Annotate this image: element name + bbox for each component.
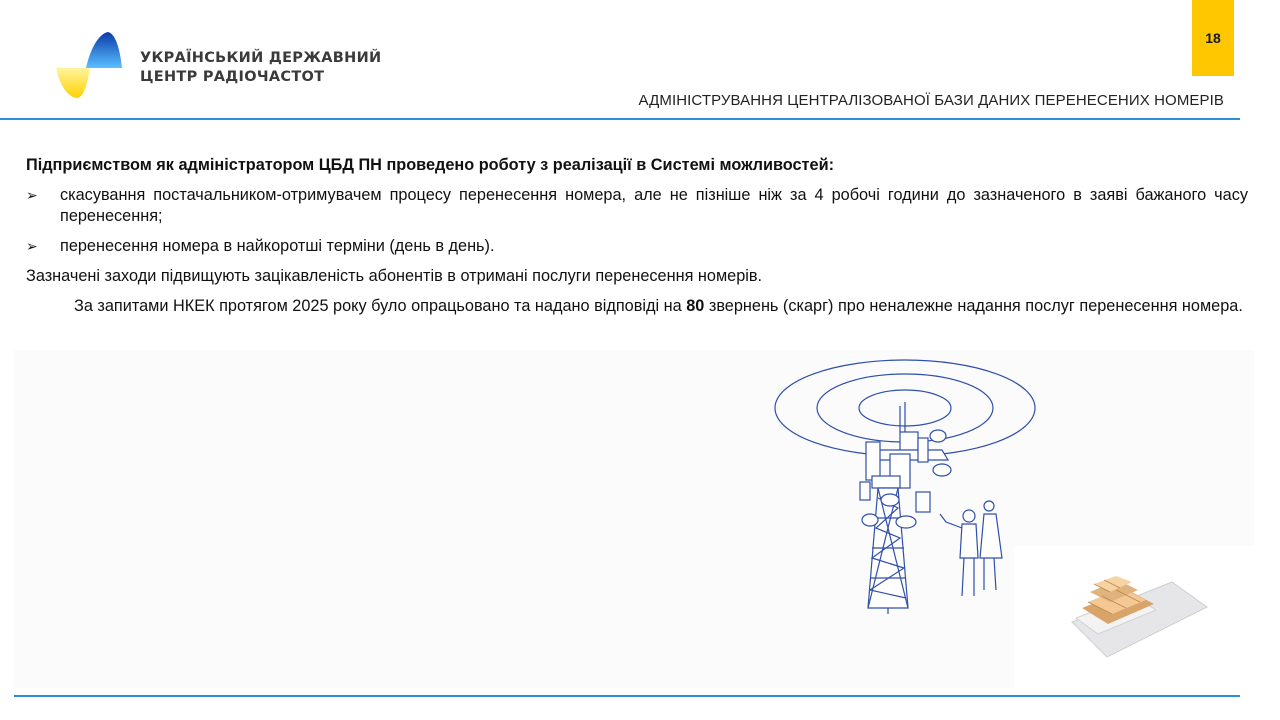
arrowhead-bullet-icon: ➢ — [26, 238, 38, 254]
page-number-badge — [1192, 0, 1234, 76]
paragraph-complaints — [26, 296, 1248, 317]
bullet-text: скасування постачальником-отримувачем процесу перенесення номера, але не пізніше ніж за 4 робочі години до зазначеного в заяві бажаного часу перенесення; — [60, 186, 1248, 225]
bullet-text: перенесення номера в найкоротші терміни (день в день). — [60, 237, 495, 255]
organization-name — [140, 49, 381, 87]
arrowhead-bullet-icon: ➢ — [26, 187, 38, 203]
radio-tower-illustration — [770, 358, 1040, 618]
org-name-line2: ЦЕНТР РАДІОЧАСТОТ — [140, 69, 325, 85]
section-title: АДМІНІСТРУВАННЯ ЦЕНТРАЛІЗОВАНОЇ БАЗИ ДАНИХ ПЕРЕНЕСЕНИХ НОМЕРІВ — [638, 92, 1224, 109]
complaints-count: 80 — [686, 297, 705, 315]
bullet-item — [26, 185, 1248, 227]
org-name-line1: УКРАЇНСЬКИЙ ДЕРЖАВНИЙ — [140, 50, 382, 66]
page-number: 18 — [1205, 30, 1221, 46]
complaints-text-before: За запитами НКЕК протягом 2025 року було опрацьовано та надано відповіді на — [74, 297, 687, 315]
complaints-text-after: звернень (скарг) про неналежне надання послуг перенесення номера. — [704, 297, 1243, 315]
content-background-right — [1014, 350, 1254, 546]
lead-paragraph: Підприємством як адміністратором ЦБД ПН проведено роботу з реалізації в Системі можливостей: — [26, 156, 835, 174]
bullet-item — [26, 236, 1248, 257]
header-divider — [0, 118, 1240, 120]
slide-body — [26, 155, 1248, 326]
ukrainian-radio-center-logo — [54, 30, 124, 100]
footer-divider — [14, 695, 1240, 697]
paragraph-effect: Зазначені заходи підвищують зацікавленість абонентів в отримані послуги перенесення номерів. — [26, 267, 763, 285]
sim-cards-illustration — [1062, 562, 1212, 672]
